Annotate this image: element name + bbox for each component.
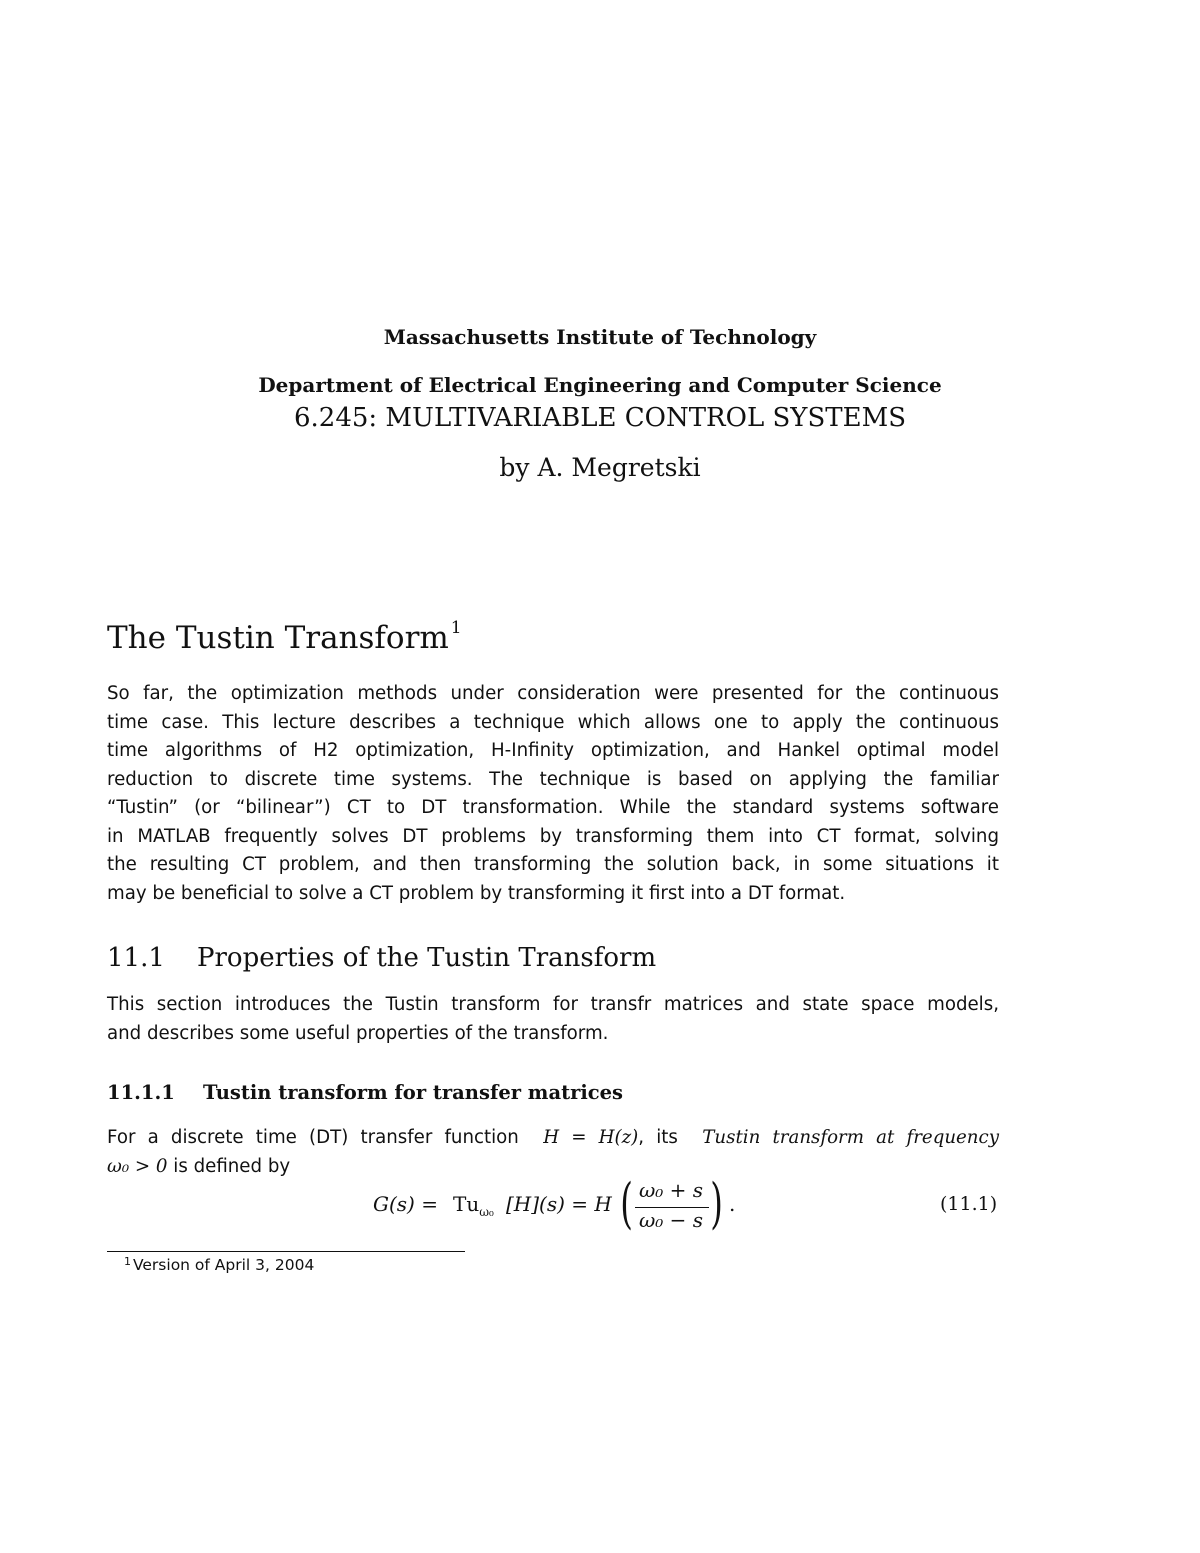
footnote-rule: [107, 1251, 465, 1252]
definition-math: H = H(z): [543, 1127, 639, 1148]
course-title: 6.245: MULTIVARIABLE CONTROL SYSTEMS: [293, 403, 907, 433]
definition-paragraph: [107, 1124, 999, 1181]
fraction-denominator: ω₀ − s: [638, 1208, 704, 1232]
paragraph-line: So far, the optimization methods under consideration were presented for the continuous: [107, 683, 999, 704]
footnote-mark: 1: [450, 617, 462, 638]
footnote-number: 1: [124, 1255, 131, 1268]
definition-line-1: [107, 1124, 999, 1153]
footnote: [124, 1255, 315, 1274]
subsection-title: Tustin transform for transfer matrices: [203, 1081, 624, 1104]
definition-text: For a discrete time (DT) transfer function: [107, 1127, 531, 1148]
lecture-title: [107, 617, 462, 656]
paragraph-line: time algorithms of H2 optimization, H-Infinity optimization, and Hankel optimal model: [107, 740, 999, 761]
section-number: 11.1: [107, 943, 165, 973]
department-name: Department of Electrical Engineering and Computer Science: [258, 373, 942, 397]
footnote-text: Version of April 3, 2004: [133, 1256, 315, 1274]
institute-name: Massachusetts Institute of Technology: [383, 325, 817, 349]
section-paragraph: [107, 991, 999, 1048]
paragraph-line: time case. This lecture describes a technique which allows one to apply the continuous: [107, 711, 999, 733]
paragraph-line: the resulting CT problem, and then transforming the solution back, in some situations it: [107, 854, 999, 875]
paragraph-line: and describes some useful properties of the transform.: [107, 1022, 609, 1044]
definition-emphasis: Tustin transform at frequency: [702, 1127, 999, 1148]
right-paren: ): [710, 1172, 723, 1235]
definition-text: is defined by: [167, 1155, 291, 1177]
section-title: Properties of the Tustin Transform: [197, 943, 657, 973]
equation-number: (11.1): [940, 1193, 998, 1215]
equation-middle: [H](s) = H: [506, 1192, 612, 1216]
equation-operator: [453, 1192, 494, 1219]
paragraph-line: in MATLAB frequently solves DT problems by transforming them into CT format, solving: [107, 825, 999, 847]
equation-operator-text: Tu: [453, 1192, 480, 1216]
fraction-numerator: ω₀ + s: [638, 1178, 704, 1202]
left-paren: (: [620, 1172, 633, 1235]
paragraph-line: reduction to discrete time systems. The technique is based on applying the familiar: [107, 768, 999, 790]
lecture-title-text: The Tustin Transform: [107, 620, 449, 656]
definition-text: , its: [638, 1127, 691, 1148]
paragraph-line: “Tustin” (or “bilinear”) CT to DT transformation. While the standard systems software: [107, 797, 999, 818]
paragraph-line: may be beneficial to solve a CT problem by transforming it first into a DT format.: [107, 882, 846, 904]
paragraph-line: This section introduces the Tustin transform for transfr matrices and state space models,: [107, 994, 999, 1015]
author-line: by A. Megretski: [499, 453, 701, 482]
subsection-number: 11.1.1: [107, 1081, 175, 1104]
definition-line-2: [107, 1153, 999, 1182]
equation-operator-subscript: ω₀: [479, 1205, 494, 1219]
subsection-heading: [107, 1081, 623, 1104]
intro-paragraph: [107, 680, 999, 908]
equation-end: .: [729, 1192, 736, 1216]
definition-math: ω₀ > 0: [107, 1155, 168, 1177]
section-heading: [107, 943, 656, 973]
equation-lhs: G(s) =: [373, 1192, 438, 1216]
